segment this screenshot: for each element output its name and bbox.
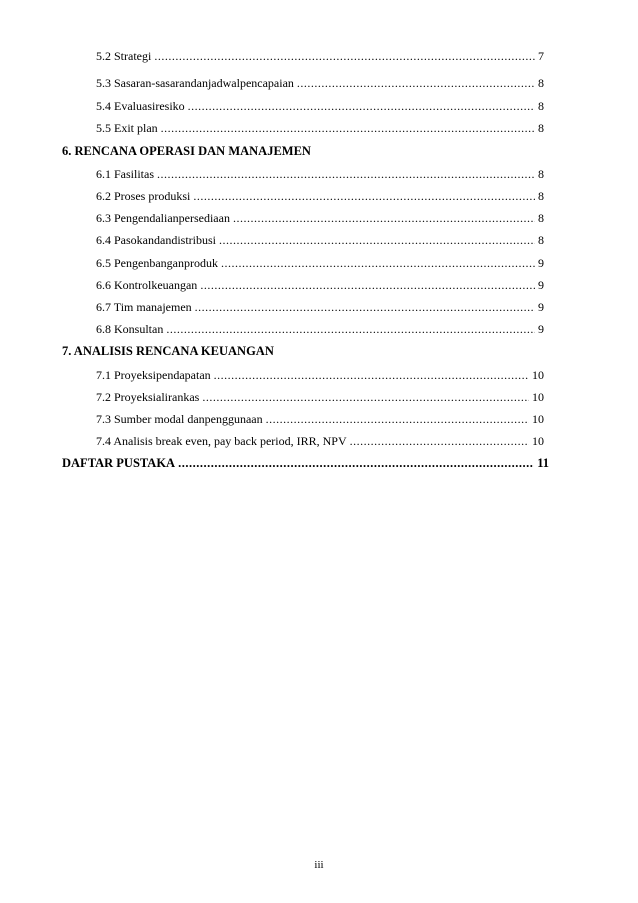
- toc-entry-text: 6.2 Proses produksi: [96, 189, 191, 203]
- toc-entry-page: 10: [532, 390, 544, 404]
- toc-leader-dots: [154, 49, 535, 63]
- toc-entry-5-2[interactable]: [96, 49, 544, 63]
- toc-entry-text: 7.3 Sumber modal danpenggunaan: [96, 412, 263, 426]
- toc-entry-page: 9: [538, 278, 544, 292]
- page-number: iii: [314, 859, 324, 871]
- toc-heading-text: DAFTAR PUSTAKA: [62, 456, 176, 470]
- toc-entry-page: 7: [538, 49, 544, 63]
- toc-leader-dots: [350, 434, 529, 448]
- toc-entry-text: 7.4 Analisis break even, pay back period, IRR, NPV: [96, 434, 347, 448]
- toc-leader-dots: [221, 256, 535, 270]
- toc-entry-text: 6.1 Fasilitas: [96, 167, 155, 181]
- toc-leader-dots: [202, 390, 529, 404]
- toc-entry-text: 5.4 Evaluasiresiko: [96, 99, 185, 113]
- toc-heading-section-6[interactable]: [62, 144, 311, 158]
- toc-entry-page: 8: [538, 99, 544, 113]
- toc-heading-text: 7. ANALISIS RENCANA KEUANGAN: [62, 344, 274, 358]
- toc-leader-dots: [166, 322, 535, 336]
- toc-entry-6-7[interactable]: [96, 300, 544, 314]
- toc-leader-dots: [214, 368, 529, 382]
- toc-leader-dots: [178, 456, 534, 470]
- toc-entry-7-1[interactable]: [96, 368, 544, 382]
- toc-entry-page: 11: [537, 456, 549, 470]
- toc-heading-section-7[interactable]: [62, 344, 274, 358]
- toc-leader-dots: [188, 99, 535, 113]
- toc-entry-page: 9: [538, 256, 544, 270]
- toc-entry-6-6[interactable]: [96, 278, 544, 292]
- toc-entry-text: 5.5 Exit plan: [96, 121, 158, 135]
- toc-entry-page: 8: [538, 76, 544, 90]
- toc-entry-page: 8: [538, 211, 544, 225]
- toc-entry-text: 5.2 Strategi: [96, 49, 152, 63]
- toc-leader-dots: [195, 300, 535, 314]
- toc-entry-5-5[interactable]: [96, 121, 544, 135]
- toc-entry-text: 5.3 Sasaran-sasarandanjadwalpencapaian: [96, 76, 294, 90]
- toc-entry-page: 8: [538, 167, 544, 181]
- toc-leader-dots: [161, 121, 535, 135]
- toc-heading-bibliography[interactable]: [62, 456, 549, 470]
- toc-leader-dots: [233, 211, 535, 225]
- toc-entry-page: 8: [538, 233, 544, 247]
- toc-entry-page: 10: [532, 368, 544, 382]
- toc-entry-page: 10: [532, 412, 544, 426]
- toc-entry-7-2[interactable]: [96, 390, 544, 404]
- toc-entry-text: 7.1 Proyeksipendapatan: [96, 368, 211, 382]
- toc-entry-text: 6.5 Pengenbanganproduk: [96, 256, 218, 270]
- toc-leader-dots: [200, 278, 535, 292]
- toc-entry-page: 9: [538, 300, 544, 314]
- toc-entry-text: 6.3 Pengendalianpersediaan: [96, 211, 230, 225]
- toc-entry-text: 7.2 Proyeksialirankas: [96, 390, 200, 404]
- toc-entry-7-4[interactable]: [96, 434, 544, 448]
- toc-entry-6-1[interactable]: [96, 167, 544, 181]
- toc-entry-5-4[interactable]: [96, 99, 544, 113]
- toc-entry-6-8[interactable]: [96, 322, 544, 336]
- toc-entry-6-2[interactable]: [96, 189, 544, 203]
- toc-entry-page: 8: [538, 189, 544, 203]
- toc-entry-5-3[interactable]: [96, 76, 544, 90]
- toc-leader-dots: [157, 167, 535, 181]
- toc-leader-dots: [193, 189, 535, 203]
- toc-entry-7-3[interactable]: [96, 412, 544, 426]
- toc-entry-page: 9: [538, 322, 544, 336]
- toc-entry-text: 6.8 Konsultan: [96, 322, 164, 336]
- toc-entry-6-4[interactable]: [96, 233, 544, 247]
- toc-entry-6-5[interactable]: [96, 256, 544, 270]
- toc-entry-text: 6.4 Pasokandandistribusi: [96, 233, 216, 247]
- toc-leader-dots: [297, 76, 535, 90]
- toc-leader-dots: [219, 233, 535, 247]
- toc-leader-dots: [266, 412, 529, 426]
- toc-heading-text: 6. RENCANA OPERASI DAN MANAJEMEN: [62, 144, 311, 158]
- toc-entry-text: 6.6 Kontrolkeuangan: [96, 278, 198, 292]
- toc-entry-6-3[interactable]: [96, 211, 544, 225]
- toc-entry-page: 8: [538, 121, 544, 135]
- toc-entry-page: 10: [532, 434, 544, 448]
- toc-entry-text: 6.7 Tim manajemen: [96, 300, 192, 314]
